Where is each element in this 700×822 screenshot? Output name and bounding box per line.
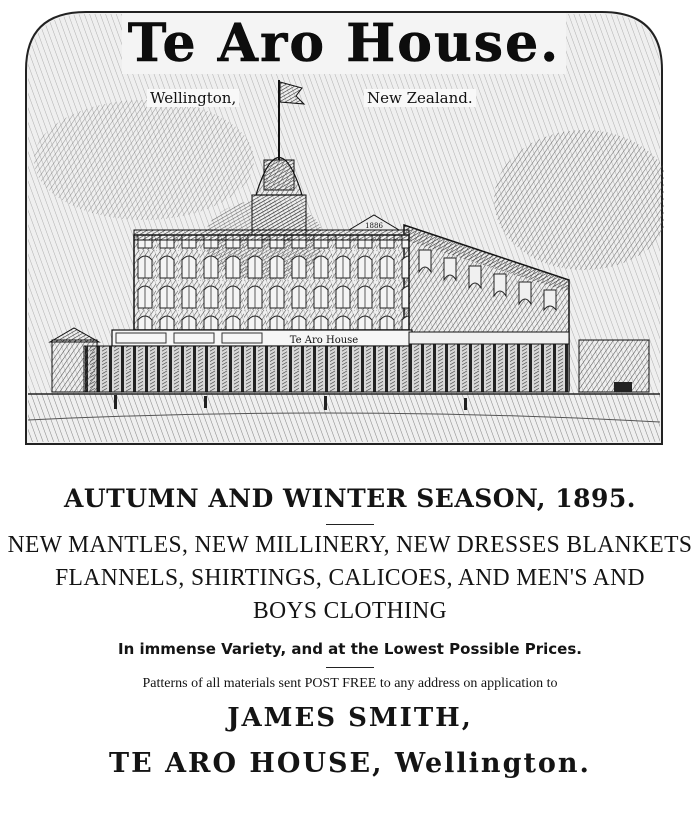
divider-rule [326,524,374,525]
city-label: Wellington, [147,89,239,107]
merchant-name: JAMES SMITH, [227,703,473,733]
goods-line: BOYS CLOTHING [253,598,447,624]
engraving-illustration [24,10,664,446]
masthead-title-text: Te Aro House. [122,13,567,74]
patterns-line: Patterns of all materials sent POST FREE to any address on application to [142,676,558,691]
merchant-address: TE ARO HOUSE, Wellington. [109,748,591,779]
variety-line: In immense Variety, and at the Lowest Possible Prices. [118,640,582,658]
storefront-sign: Te Aro House [289,335,359,346]
goods-line: FLANNELS, SHIRTINGS, CALICOES, AND MEN'S AND [55,565,645,591]
season-heading: AUTUMN AND WINTER SEASON, 1895. [63,484,636,513]
svg-text:1886: 1886 [365,222,383,230]
divider-rule [326,667,374,668]
building-engraving [24,10,664,446]
goods-line: NEW MANTLES, NEW MILLINERY, NEW DRESSES BLANKETS [7,532,693,558]
country-label: New Zealand. [364,89,476,107]
masthead-title [24,13,664,74]
